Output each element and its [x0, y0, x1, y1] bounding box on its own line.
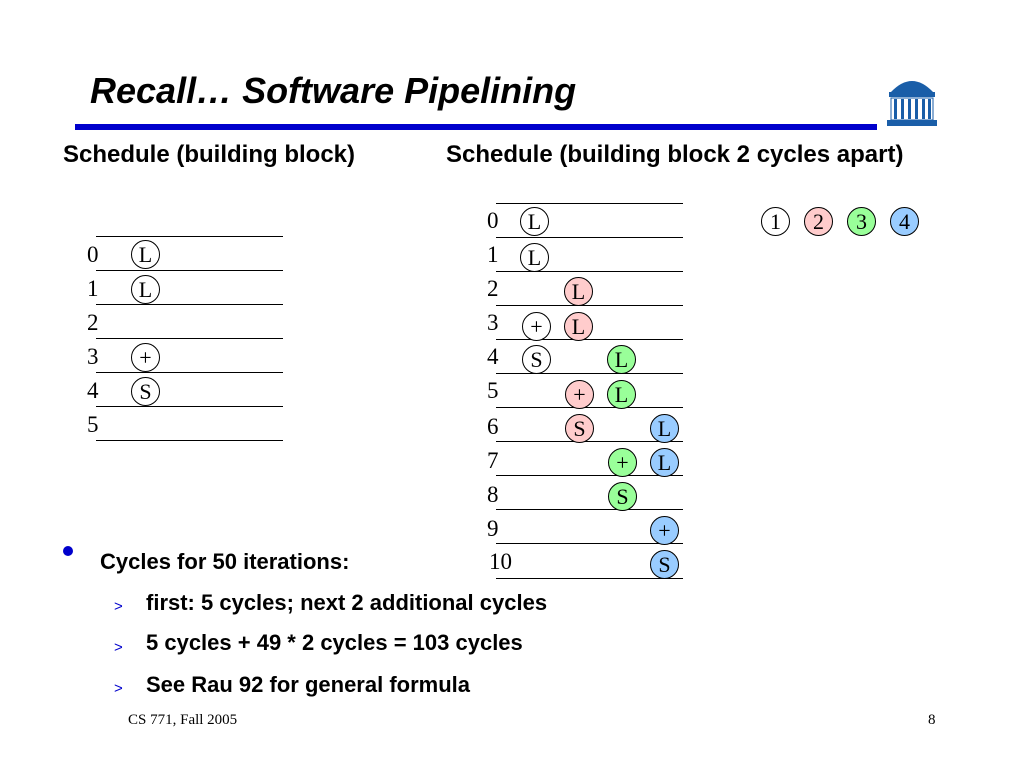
row-line [96, 440, 283, 441]
title-divider [75, 124, 877, 130]
cycle-number: 3 [487, 310, 499, 335]
iteration-3-load-op: L [607, 380, 636, 409]
right-schedule-heading: Schedule (building block 2 cycles apart) [446, 141, 904, 168]
footer-course: CS 771, Fall 2005 [128, 712, 238, 728]
chevron-right-icon: > [114, 639, 123, 656]
university-rotunda-icon [885, 72, 939, 128]
row-line [496, 475, 683, 476]
cycle-number: 4 [487, 344, 499, 369]
cycle-number: 5 [87, 412, 99, 437]
load-op: L [131, 275, 160, 304]
cycle-number: 1 [87, 276, 99, 301]
iteration-4-load-op: L [650, 448, 679, 477]
chevron-right-icon: > [114, 598, 123, 615]
row-line [496, 441, 683, 442]
left-schedule-heading: Schedule (building block) [63, 141, 356, 168]
chevron-right-icon: > [114, 680, 123, 697]
slide-title: Recall… Software Pipelining [90, 70, 577, 111]
row-line [96, 406, 283, 407]
legend-iteration-4: 4 [890, 207, 919, 236]
cycle-number: 7 [487, 448, 499, 473]
bullet-main: Cycles for 50 iterations: [100, 549, 350, 574]
row-line [496, 305, 683, 306]
iteration-4-store-op: S [650, 550, 679, 579]
cycle-number: 10 [489, 549, 512, 574]
iteration-1-load-op: L [520, 207, 549, 236]
store-op: S [131, 377, 160, 406]
cycle-number: 3 [87, 344, 99, 369]
row-line [496, 271, 683, 272]
cycle-number: 4 [87, 378, 99, 403]
cycle-number: 2 [87, 310, 99, 335]
row-line [496, 373, 683, 374]
iteration-3-load-op: L [607, 345, 636, 374]
legend-iteration-2: 2 [804, 207, 833, 236]
cycle-number: 9 [487, 516, 499, 541]
cycle-number: 0 [487, 208, 499, 233]
cycle-number: 5 [487, 378, 499, 403]
iteration-4-add-op: + [650, 516, 679, 545]
cycle-number: 0 [87, 242, 99, 267]
iteration-1-add-op: + [522, 312, 551, 341]
cycle-number: 2 [487, 276, 499, 301]
legend-iteration-1: 1 [761, 207, 790, 236]
iteration-2-add-op: + [565, 380, 594, 409]
add-op: + [131, 343, 160, 372]
iteration-2-store-op: S [565, 414, 594, 443]
iteration-1-load-op: L [520, 243, 549, 272]
bullet-dot-icon [62, 544, 76, 558]
row-line [96, 304, 283, 305]
row-line [496, 543, 683, 544]
legend-iteration-3: 3 [847, 207, 876, 236]
row-line [496, 203, 683, 204]
sub-bullet: 5 cycles + 49 * 2 cycles = 103 cycles [146, 630, 523, 655]
sub-bullet: first: 5 cycles; next 2 additional cycles [146, 590, 548, 615]
cycle-number: 1 [487, 242, 499, 267]
row-line [96, 372, 283, 373]
iteration-2-load-op: L [564, 277, 593, 306]
iteration-1-store-op: S [522, 345, 551, 374]
row-line [496, 407, 683, 408]
row-line [496, 509, 683, 510]
cycle-number: 6 [487, 414, 499, 439]
load-op: L [131, 240, 160, 269]
row-line [96, 270, 283, 271]
row-line [496, 237, 683, 238]
iteration-4-load-op: L [650, 414, 679, 443]
row-line [496, 339, 683, 340]
cycle-number: 8 [487, 482, 499, 507]
row-line [96, 236, 283, 237]
page-number: 8 [928, 712, 936, 728]
iteration-3-store-op: S [608, 482, 637, 511]
sub-bullet: See Rau 92 for general formula [146, 672, 470, 697]
row-line [96, 338, 283, 339]
iteration-2-load-op: L [564, 312, 593, 341]
iteration-3-add-op: + [608, 448, 637, 477]
row-line [496, 578, 683, 579]
